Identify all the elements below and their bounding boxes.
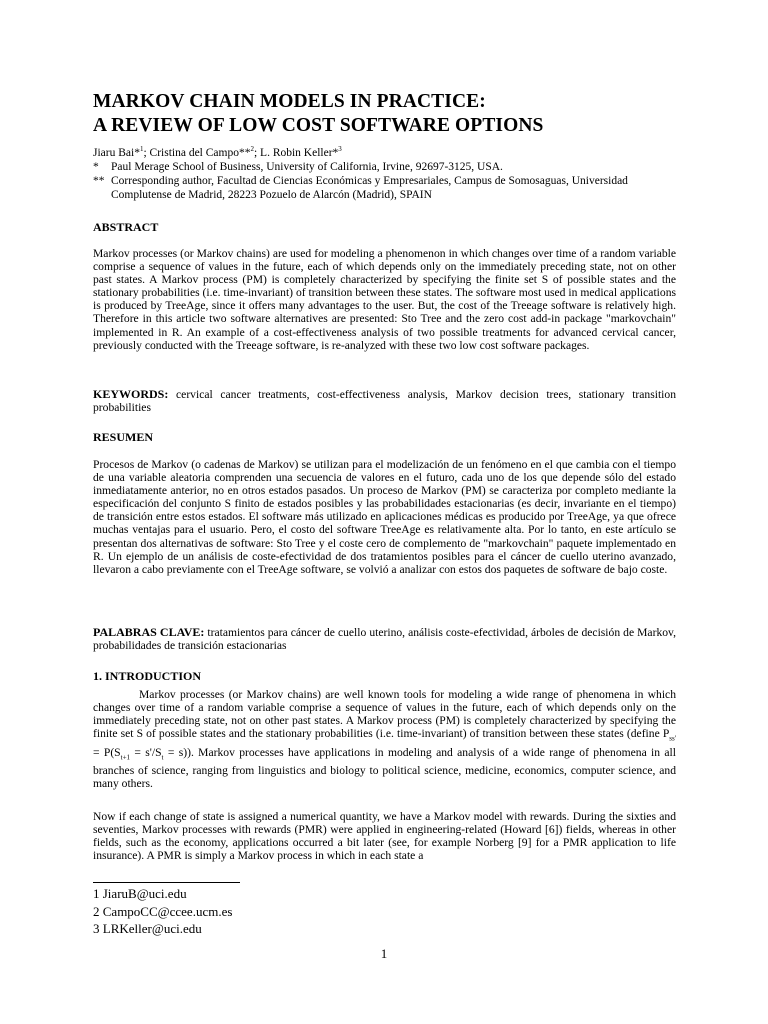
introduction-heading: 1. INTRODUCTION <box>93 669 202 683</box>
footnotes <box>93 885 232 938</box>
intro-p1-sub3: t <box>161 753 164 761</box>
affiliation-1-text: Paul Merage School of Business, University of California, Irvine, 92697-3125, USA. <box>111 161 503 173</box>
affiliation-1-mark: * <box>93 161 99 173</box>
resumen-heading: RESUMEN <box>93 430 154 444</box>
abstract-heading: ABSTRACT <box>93 220 159 234</box>
affiliation-1 <box>93 160 675 174</box>
footnote-1: 1 JiaruB@uci.edu <box>93 886 187 901</box>
author-2-footnote-mark: 2 <box>250 145 254 154</box>
page-number: 1 <box>380 946 388 961</box>
introduction-paragraph-1 <box>93 688 676 790</box>
affiliation-2 <box>93 174 675 202</box>
abstract-text: Markov processes (or Markov chains) are used for modeling a phenomenon in which changes over time of a random variable comprise a sequence of values in the future, each of which depends only on the immediately preceding state, not on other past states. A Markov process (PM) is completely characterized by specifying the finite set S of possible states and the stationary probabilities (i.e. time-invariant) of transition between these states. The software most used in medical applications is produced by TreeAge, since it offers many advantages to the user. But, the cost of the Treeage software is relatively high. Therefore in this article two software alternatives are presented: Sto Tree and the zero cost add-in package "markovchain" implemented in R. An example of a cost-effectiveness analysis of two possible treatments for advanced cervical cancer, previously conducted with the Treeage software, is re-analyzed with these two low cost software packages. <box>93 247 676 352</box>
paper-title <box>93 90 675 138</box>
keywords-text: cervical cancer treatments, cost-effectiveness analysis, Markov decision trees, stationary transition probabilities <box>93 388 676 415</box>
footnote-3: 3 LRKeller@uci.edu <box>93 921 202 936</box>
keywords-label: KEYWORDS: <box>93 387 169 401</box>
intro-p1-mid: = P(S <box>93 745 121 759</box>
keywords <box>93 388 676 414</box>
introduction-paragraph-2: Now if each change of state is assigned a numerical quantity, we have a Markov model with rewards. During the sixties and seventies, Markov processes with rewards (PMR) were applied in engineering-related (Howard [6]) fields, whereas in other fields, such as the economy, applications occurred a bit later (see, for example Norberg [9] for a PMR application to life insurance). A PMR is simply a Markov process in which in each state a <box>93 810 676 863</box>
author-1-footnote-mark: 1 <box>139 145 144 154</box>
author-2: ; Cristina del Campo** <box>143 147 251 159</box>
author-1: Jiaru Bai* <box>93 147 140 159</box>
author-3: ; L. Robin Keller* <box>253 147 339 159</box>
author-block <box>93 146 675 202</box>
title-line-1: MARKOV CHAIN MODELS IN PRACTICE: <box>93 91 486 112</box>
footnote-2: 2 CampoCC@ccee.ucm.es <box>93 903 233 919</box>
intro-p1-end: = s)). Markov processes have applications in modeling and analysis of a wide range of phenomena in all branches of science, ranging from linguistics and biology to political science, medicine, economics, computer science, and many others. <box>93 745 677 791</box>
author-list <box>93 146 675 160</box>
intro-p1-sub: ss' <box>669 734 676 743</box>
affiliation-2-text: Corresponding author, Facultad de Ciencias Económicas y Empresariales, Campus de Somosaguas, Universidad Complutense de Madrid, 28223 Pozuelo de Alarcón (Madrid), SPAIN <box>111 175 628 201</box>
palabras-clave <box>93 626 676 652</box>
intro-p1-sub2: t+1 <box>120 753 131 761</box>
palabras-clave-label: PALABRAS CLAVE: <box>93 625 205 639</box>
palabras-clave-text: tratamientos para cáncer de cuello uterino, análisis coste-efectividad, árboles de decisión de Markov, probabilidades de transición estacionarias <box>93 626 676 653</box>
intro-p1-start: Markov processes (or Markov chains) are well known tools for modeling a wide range of phenomena in which changes over time of a random variable comprise a sequence of values in the future, each of which depends only on the immediately preceding state, not on other past states. A Markov process (PM) is completely characterized by specifying the finite set S of possible states and the stationary probabilities (i.e. time-invariant) of transition between these states (define P <box>93 688 676 741</box>
intro-p1-mid2: = s'/S <box>130 745 162 759</box>
affiliation-2-mark: ** <box>93 175 105 187</box>
title-line-2: A REVIEW OF LOW COST SOFTWARE OPTIONS <box>93 115 544 136</box>
footnote-divider <box>93 882 240 883</box>
author-3-footnote-mark: 3 <box>338 145 342 154</box>
resumen-text: Procesos de Markov (o cadenas de Markov) se utilizan para el modelización de un fenómeno en el que cambia con el tiempo de una variable aleatoria comprenden una secuencia de valores en el futuro, cada uno de los que depende sólo del estado inmediatamente anterior, no en otros estados pasados. Un proceso de Markov (PM) se caracteriza por completo mediante la especificación del conjunto S finito de estados posibles y las probabilidades estacionarias (es decir, invariante en el tiempo) de transición entre estos estados. El software más utilizado en aplicaciones médicas es producido por TreeAge, ya que ofrece muchas ventajas para el usuario. Pero, el costo del software TreeAge es relativamente alta. Por lo tanto, en este artículo se presentan dos alternativas de software: Sto Tree y el coste cero de complemento de "markovchain" paquete implementado en R. Un ejemplo de un análisis de coste-efectividad de dos tratamientos posibles para el cáncer de cuello uterino avanzado, llevaron a cabo previamente con el TreeAge software, se volvió a analizar con estos dos paquetes de software de bajo coste. <box>93 458 676 576</box>
